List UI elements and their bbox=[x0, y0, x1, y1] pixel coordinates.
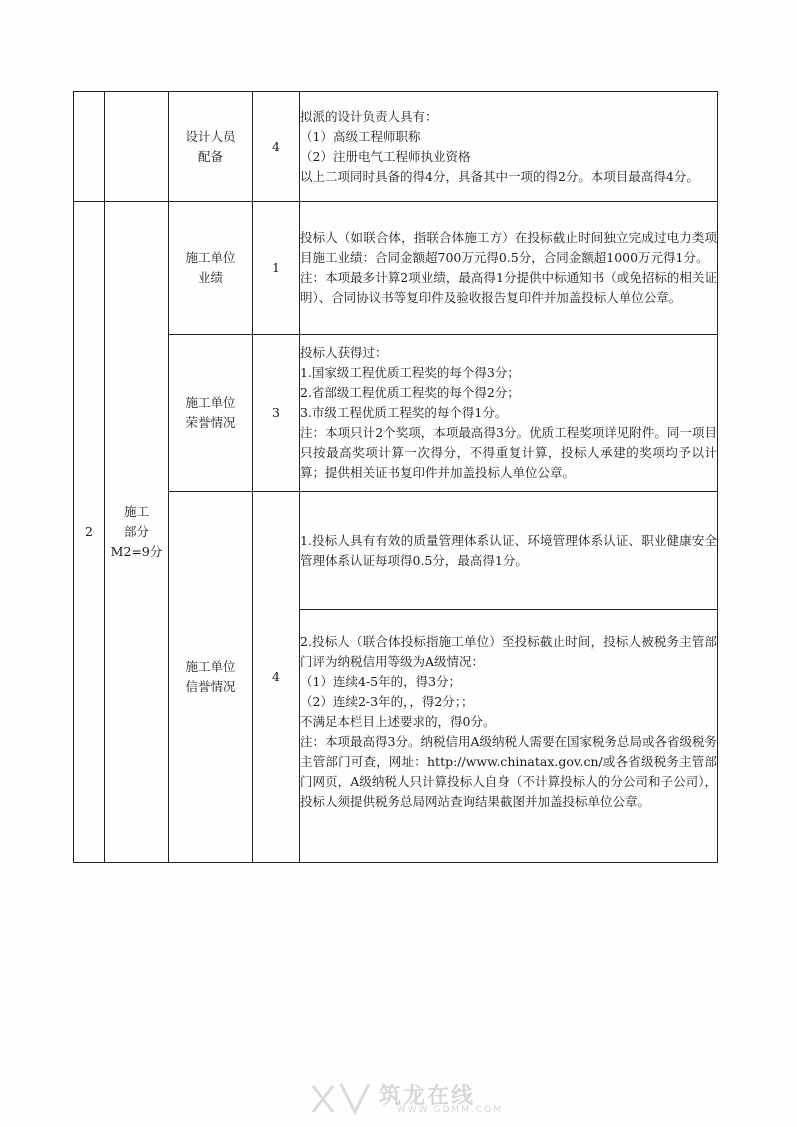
criteria-line: 投标人获得过： bbox=[300, 345, 388, 360]
item-name-line: 配备 bbox=[197, 148, 223, 164]
criteria-line: 注：本项最多计算2项业绩，最高得1分提供中标通知书（或免招标的相关证明）、合同协议书等复印件及验收报告复印件并加盖投标人单位公章。 bbox=[300, 270, 717, 305]
item-name-cell bbox=[169, 492, 253, 863]
item-name-cell bbox=[169, 202, 253, 335]
criteria-line: （2）连续2-3年的，，得2分；； bbox=[300, 694, 474, 709]
table-row-design bbox=[74, 92, 718, 202]
row-number-cell bbox=[74, 92, 105, 202]
criteria-line: 1.投标人具有有效的质量管理体系认证、环境管理体系认证、职业健康安全管理体系认证每项得0.5分，最高得1分。 bbox=[300, 532, 717, 568]
item-name-line: 荣誉情况 bbox=[185, 415, 236, 430]
criteria-line: 注：本项只计2个奖项，本项最高得3分。优质工程奖项详见附件。同一项目只按最高奖项计算一次得分，不得重复计算，投标人承建的奖项均予以计算；提供相关证书复印件并加盖投标人单位公章。 bbox=[300, 425, 717, 480]
table-row-credit bbox=[74, 492, 718, 610]
watermark-url: WWW.GDMM.COM bbox=[397, 1105, 503, 1115]
group-number: 2 bbox=[74, 202, 105, 863]
criteria-line: （1）连续4-5年的，得3分； bbox=[300, 674, 462, 689]
category-cell bbox=[105, 92, 169, 202]
item-name-cell bbox=[169, 92, 253, 202]
criteria-line: 拟派的设计负责人具有： bbox=[300, 108, 438, 124]
item-name-cell bbox=[169, 335, 253, 492]
score-cell: 4 bbox=[253, 92, 300, 202]
score-cell: 1 bbox=[253, 202, 300, 335]
item-name-line: 设计人员 bbox=[185, 128, 236, 144]
watermark-text: 筑龙在线 bbox=[379, 1084, 476, 1109]
category-line: M2=9分 bbox=[110, 544, 163, 559]
category-line: 部分 bbox=[123, 524, 149, 539]
criteria-line: 注：本项最高得3分。纳税信用A级纳税人需要在国家税务总局或各省级税务主管部门可查，网址：http://www.chinatax.gov.cn/或各省级税务主管部门网页，A级纳税人只计算投标人自身（不计算投标人的分公司和子公司），投标人须提供税务总局网站查询结果截图并加盖投标单位公章。 bbox=[300, 734, 717, 809]
criteria-line: 2.省部级工程优质工程奖的每个得2分； bbox=[300, 385, 520, 400]
criteria-line: 3.市级工程优质工程奖的每个得1分。 bbox=[300, 405, 508, 420]
criteria-cell bbox=[300, 202, 718, 335]
criteria-line: 不满足本栏目上述要求的，得0分。 bbox=[300, 714, 496, 729]
criteria-line: 2.投标人（联合体投标指施工单位）至投标截止时间，投标人被税务主管部门评为纳税信用等级为A级情况： bbox=[300, 634, 717, 669]
item-name-line: 业绩 bbox=[197, 270, 223, 285]
table-row-honor bbox=[74, 335, 718, 492]
table-row-performance bbox=[74, 202, 718, 335]
watermark bbox=[305, 1078, 505, 1118]
watermark-logo-icon bbox=[305, 1078, 375, 1118]
item-name-line: 施工单位 bbox=[185, 659, 236, 674]
score-cell: 3 bbox=[253, 335, 300, 492]
group-category bbox=[105, 202, 169, 863]
criteria-cell bbox=[300, 335, 718, 492]
criteria-cell bbox=[300, 492, 718, 610]
item-name-line: 信誉情况 bbox=[185, 679, 236, 694]
criteria-line: （1）高级工程师职称 bbox=[300, 128, 421, 144]
criteria-cell bbox=[300, 92, 718, 202]
criteria-line: （2）注册电气工程师执业资格 bbox=[300, 148, 471, 164]
item-name-line: 施工单位 bbox=[185, 250, 236, 265]
criteria-line: 投标人（如联合体，指联合体施工方）在投标截止时间独立完成过电力类项目施工业绩：合同金额超700万元得0.5分，合同金额超1000万元得1分。 bbox=[300, 230, 717, 265]
criteria-line: 1.国家级工程优质工程奖的每个得3分； bbox=[300, 365, 520, 380]
criteria-line: 以上二项同时具备的得4分，具备其中一项的得2分。本项目最高得4分。 bbox=[300, 168, 699, 184]
scoring-table bbox=[73, 91, 718, 863]
score-cell: 4 bbox=[253, 492, 300, 863]
item-name-line: 施工单位 bbox=[185, 395, 236, 410]
category-line: 施工 bbox=[123, 504, 149, 519]
criteria-cell bbox=[300, 610, 718, 863]
